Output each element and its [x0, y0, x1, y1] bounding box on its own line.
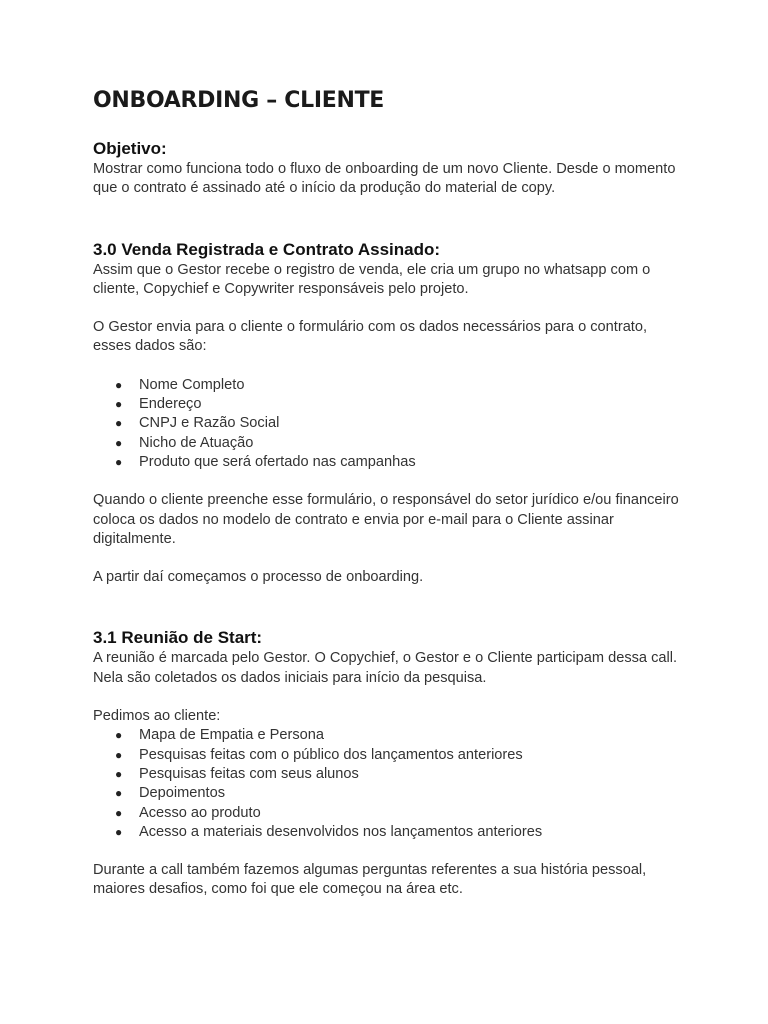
bullet-icon: ●: [115, 786, 123, 801]
section-30-heading: 3.0 Venda Registrada e Contrato Assinado:: [93, 239, 441, 259]
page-title: ONBOARDING – CLIENTE: [93, 88, 385, 113]
section-30-para-3: Quando o cliente preenche esse formulário, o responsável do setor jurídico e/ou financeiro coloca os dados no modelo de contrato e envia por e-mail para o Cliente assinar digitalmente.: [93, 492, 679, 547]
list-item: ● Nome Completo: [93, 376, 683, 395]
bullet-icon: ●: [115, 824, 123, 839]
list-item: ● Endereço: [93, 395, 683, 414]
list-item: ● Mapa de Empatia e Persona: [93, 726, 683, 745]
section-31-intro: Pedimos ao cliente:: [93, 708, 221, 725]
list-item: ● Nicho de Atuação: [93, 434, 683, 453]
section-31-heading: 3.1 Reunião de Start:: [93, 628, 263, 648]
list-item: ● CNPJ e Razão Social: [93, 414, 683, 433]
bullet-icon: ●: [115, 747, 123, 762]
bullet-icon: ●: [115, 397, 123, 412]
bullet-icon: ●: [115, 766, 123, 781]
document-page: [93, 86, 683, 900]
list-item: ● Pesquisas feitas com o público dos lançamentos anteriores: [93, 746, 683, 765]
section-30-para-4: A partir daí começamos o processo de onboarding.: [93, 569, 424, 586]
bullet-icon: ●: [115, 728, 123, 743]
list-item: ● Acesso ao produto: [93, 804, 683, 823]
section-30-para-1: Assim que o Gestor recebe o registro de venda, ele cria um grupo no whatsapp com o cliente, Copychief e Copywriter responsáveis pelo projeto.: [93, 261, 651, 297]
objetivo-text: Mostrar como funciona todo o fluxo de onboarding de um novo Cliente. Desde o momento que o contrato é assinado até o início da produção do material de copy.: [93, 161, 676, 197]
bullet-icon: ●: [115, 805, 123, 820]
list-item: ● Depoimentos: [93, 784, 683, 803]
section-31-para-1: A reunião é marcada pelo Gestor. O Copychief, o Gestor e o Cliente participam dessa call. Nela são coletados os dados iniciais para início da pesquisa.: [93, 650, 678, 686]
section-30-para-2: O Gestor envia para o cliente o formulário com os dados necessários para o contrato, esses dados são:: [93, 319, 648, 355]
list-item: ● Produto que será ofertado nas campanhas: [93, 453, 683, 472]
list-item: ● Acesso a materiais desenvolvidos nos lançamentos anteriores: [93, 823, 683, 842]
client-requests-list: [93, 726, 683, 842]
bullet-icon: ●: [115, 377, 123, 392]
bullet-icon: ●: [115, 435, 123, 450]
objetivo-heading: Objetivo:: [93, 139, 167, 158]
contract-data-list: [93, 376, 683, 472]
list-item: ● Pesquisas feitas com seus alunos: [93, 765, 683, 784]
bullet-icon: ●: [115, 416, 123, 431]
bullet-icon: ●: [115, 454, 123, 469]
section-31-para-2: Durante a call também fazemos algumas perguntas referentes a sua história pessoal, maiores desafios, como foi que ele começou na área etc.: [93, 862, 647, 898]
